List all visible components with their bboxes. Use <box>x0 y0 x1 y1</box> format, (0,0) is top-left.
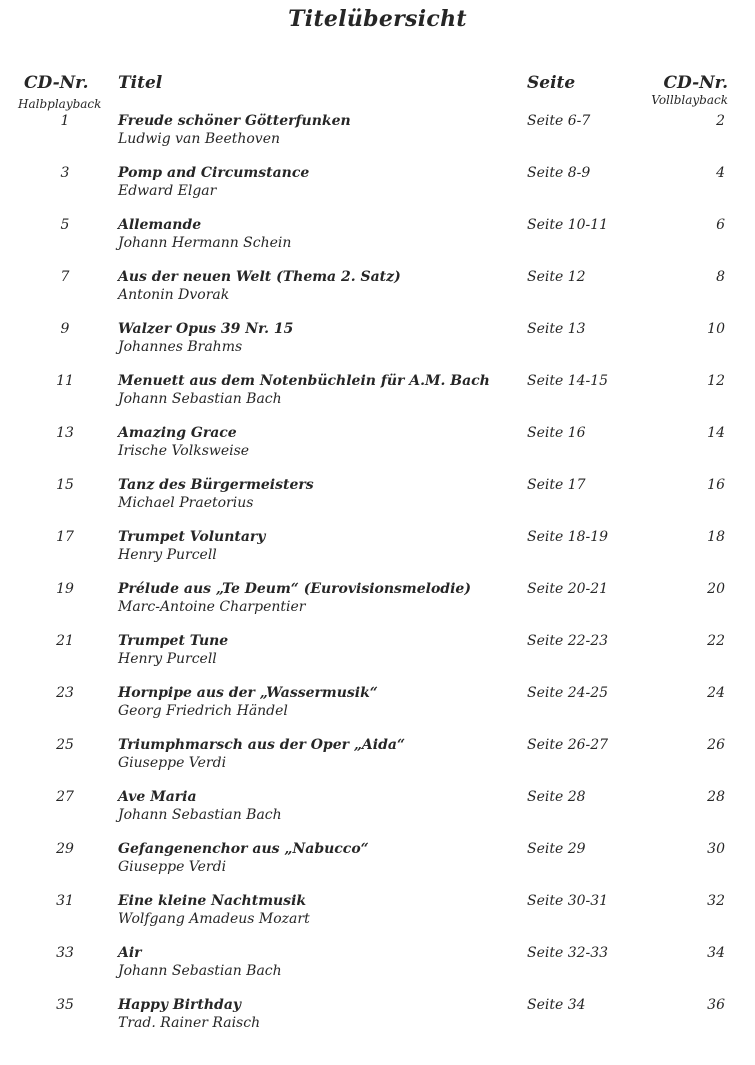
table-row <box>0 945 755 985</box>
cd-fullplayback-number: 16 <box>707 477 725 493</box>
cd-halfplayback-number: 5 <box>60 217 70 233</box>
table-row <box>0 581 755 621</box>
song-composer: Giuseppe Verdi <box>118 755 227 771</box>
cd-halfplayback-number: 15 <box>56 477 74 493</box>
cd-fullplayback-number: 6 <box>716 217 725 233</box>
song-title: Trumpet Voluntary <box>118 529 266 545</box>
cd-halfplayback-number: 27 <box>56 789 74 805</box>
header-page: Seite <box>527 73 576 93</box>
cd-fullplayback-number: 28 <box>707 789 725 805</box>
page-reference: Seite 12 <box>527 269 586 285</box>
table-row <box>0 737 755 777</box>
song-composer: Johann Sebastian Bach <box>118 391 282 407</box>
table-row <box>0 321 755 361</box>
cd-halfplayback-number: 23 <box>56 685 74 701</box>
cd-halfplayback-number: 33 <box>56 945 74 961</box>
page-reference: Seite 10-11 <box>527 217 609 233</box>
cd-fullplayback-number: 8 <box>716 269 725 285</box>
cd-fullplayback-number: 12 <box>707 373 725 389</box>
cd-halfplayback-number: 17 <box>56 529 74 545</box>
page-reference: Seite 26-27 <box>527 737 609 753</box>
page-reference: Seite 28 <box>527 789 586 805</box>
song-composer: Ludwig van Beethoven <box>118 131 281 147</box>
cd-fullplayback-number: 10 <box>707 321 725 337</box>
song-title: Prélude aus „Te Deum“ (Eurovisionsmelodie) <box>118 581 471 597</box>
cd-halfplayback-number: 13 <box>56 425 74 441</box>
header-halfplayback-sub: Halbplayback <box>18 97 102 111</box>
song-composer: Wolfgang Amadeus Mozart <box>118 911 310 927</box>
header-cd-halfplayback: CD-Nr. <box>24 73 89 93</box>
table-row <box>0 529 755 569</box>
table-row <box>0 373 755 413</box>
header-fullplayback-sub: Vollblayback <box>651 93 728 107</box>
page-reference: Seite 32-33 <box>527 945 609 961</box>
table-row <box>0 269 755 309</box>
song-title: Happy Birthday <box>118 997 242 1013</box>
song-composer: Giuseppe Verdi <box>118 859 227 875</box>
page-reference: Seite 13 <box>527 321 586 337</box>
song-composer: Johannes Brahms <box>118 339 243 355</box>
header-title: Titel <box>118 73 163 93</box>
table-row <box>0 997 755 1037</box>
song-title: Eine kleine Nachtmusik <box>118 893 307 909</box>
song-title: Allemande <box>118 217 202 233</box>
song-composer: Trad. Rainer Raisch <box>118 1015 261 1031</box>
cd-fullplayback-number: 20 <box>707 581 725 597</box>
cd-fullplayback-number: 24 <box>707 685 725 701</box>
page-reference: Seite 24-25 <box>527 685 609 701</box>
page-reference: Seite 16 <box>527 425 586 441</box>
cd-halfplayback-number: 29 <box>56 841 74 857</box>
cd-fullplayback-number: 2 <box>716 113 725 129</box>
table-row <box>0 477 755 517</box>
page-reference: Seite 8-9 <box>527 165 591 181</box>
page-reference: Seite 20-21 <box>527 581 609 597</box>
cd-halfplayback-number: 35 <box>56 997 74 1013</box>
page-title: Titelübersicht <box>288 6 467 32</box>
cd-halfplayback-number: 1 <box>60 113 70 129</box>
table-row <box>0 217 755 257</box>
page-reference: Seite 18-19 <box>527 529 609 545</box>
cd-halfplayback-number: 19 <box>56 581 74 597</box>
song-composer: Johann Sebastian Bach <box>118 963 282 979</box>
cd-fullplayback-number: 4 <box>716 165 725 181</box>
cd-halfplayback-number: 25 <box>56 737 74 753</box>
table-row <box>0 113 755 153</box>
cd-fullplayback-number: 22 <box>707 633 725 649</box>
cd-fullplayback-number: 32 <box>707 893 725 909</box>
song-title: Freude schöner Götterfunken <box>118 113 351 129</box>
song-composer: Antonin Dvorak <box>118 287 230 303</box>
table-row <box>0 425 755 465</box>
song-title: Air <box>118 945 142 961</box>
cd-halfplayback-number: 9 <box>60 321 70 337</box>
song-title: Triumphmarsch aus der Oper „Aida“ <box>118 737 406 753</box>
cd-fullplayback-number: 18 <box>707 529 725 545</box>
song-composer: Edward Elgar <box>118 183 217 199</box>
cd-fullplayback-number: 14 <box>707 425 725 441</box>
table-row <box>0 789 755 829</box>
table-row <box>0 165 755 205</box>
table-row <box>0 633 755 673</box>
song-title: Ave Maria <box>118 789 197 805</box>
table-row <box>0 841 755 881</box>
page-reference: Seite 22-23 <box>527 633 609 649</box>
song-title: Gefangenenchor aus „Nabucco“ <box>118 841 369 857</box>
song-title: Trumpet Tune <box>118 633 229 649</box>
song-title: Menuett aus dem Notenbüchlein für A.M. Bach <box>118 373 490 389</box>
cd-fullplayback-number: 30 <box>707 841 725 857</box>
song-composer: Marc-Antoine Charpentier <box>118 599 306 615</box>
page-reference: Seite 30-31 <box>527 893 609 909</box>
song-composer: Henry Purcell <box>118 547 217 563</box>
page-reference: Seite 17 <box>527 477 586 493</box>
page-reference: Seite 6-7 <box>527 113 591 129</box>
cd-halfplayback-number: 31 <box>56 893 74 909</box>
cd-halfplayback-number: 3 <box>60 165 70 181</box>
song-composer: Johann Hermann Schein <box>118 235 292 251</box>
song-title: Aus der neuen Welt (Thema 2. Satz) <box>118 269 401 285</box>
table-row <box>0 685 755 725</box>
cd-fullplayback-number: 26 <box>707 737 725 753</box>
song-composer: Georg Friedrich Händel <box>118 703 288 719</box>
song-composer: Michael Praetorius <box>118 495 254 511</box>
page-reference: Seite 14-15 <box>527 373 609 389</box>
cd-fullplayback-number: 36 <box>707 997 725 1013</box>
song-title: Pomp and Circumstance <box>118 165 310 181</box>
song-composer: Irische Volksweise <box>118 443 250 459</box>
song-title: Hornpipe aus der „Wassermusik“ <box>118 685 378 701</box>
cd-fullplayback-number: 34 <box>707 945 725 961</box>
table-row <box>0 893 755 933</box>
song-title: Amazing Grace <box>118 425 237 441</box>
header-cd-fullplayback: CD-Nr. <box>663 73 728 93</box>
cd-halfplayback-number: 11 <box>56 373 74 389</box>
song-composer: Johann Sebastian Bach <box>118 807 282 823</box>
song-title: Tanz des Bürgermeisters <box>118 477 314 493</box>
song-title: Walzer Opus 39 Nr. 15 <box>118 321 294 337</box>
cd-halfplayback-number: 7 <box>60 269 70 285</box>
song-composer: Henry Purcell <box>118 651 217 667</box>
cd-halfplayback-number: 21 <box>56 633 74 649</box>
page-reference: Seite 29 <box>527 841 586 857</box>
page-reference: Seite 34 <box>527 997 586 1013</box>
